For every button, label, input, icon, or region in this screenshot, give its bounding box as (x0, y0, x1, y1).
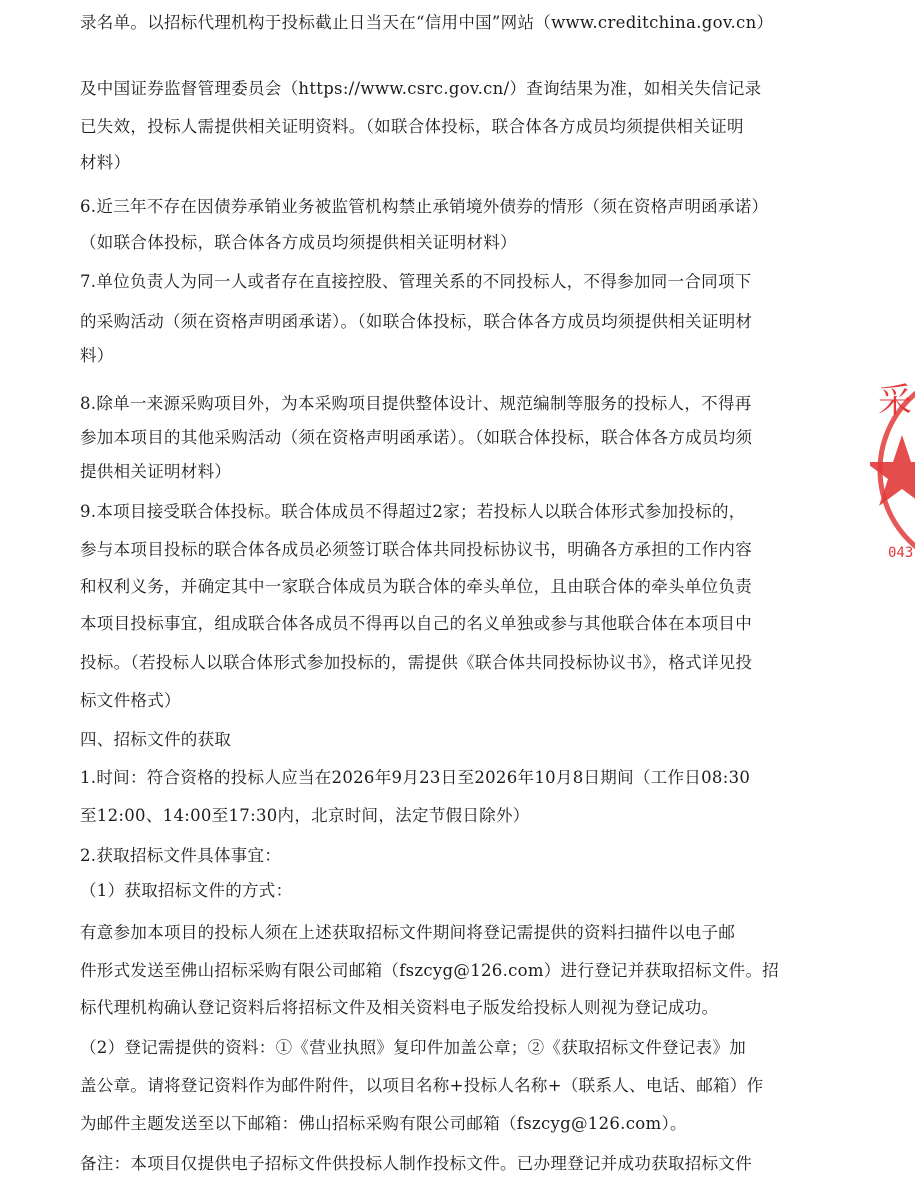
text-line: 的采购活动（须在资格声明函承诺）。（如联合体投标，联合体各方成员均须提供相关证明材 (80, 312, 753, 331)
text-line: （如联合体投标，联合体各方成员均须提供相关证明材料） (80, 233, 517, 252)
text-line: 备注：本项目仅提供电子招标文件供投标人制作投标文件。已办理登记并成功获取招标文件 (80, 1154, 752, 1173)
text-line: （1）获取招标文件的方式： (80, 881, 293, 900)
text-line: 9.本项目接受联合体投标。联合体成员不得超过2家；若投标人以联合体形式参加投标的， (80, 502, 746, 521)
text-line: 材料） (80, 153, 131, 172)
text-line: 及中国证券监督管理委员会（https://www.csrc.gov.cn/）查询结果为准，如相关失信记录 (80, 79, 762, 98)
text-line: 件形式发送至佛山招标采购有限公司邮箱（fszcyg@126.com）进行登记并获取招标文件。招 (80, 961, 780, 980)
text-line: 已失效，投标人需提供相关证明资料。（如联合体投标，联合体各方成员均须提供相关证明 (80, 117, 744, 136)
text-line: 为邮件主题发送至以下邮箱：佛山招标采购有限公司邮箱（fszcyg@126.com）。 (80, 1114, 687, 1133)
section-heading: 四、招标文件的获取 (80, 730, 232, 749)
text-line: （2）登记需提供的资料：①《营业执照》复印件加盖公章；②《获取招标文件登记表》加 (80, 1038, 746, 1057)
text-line: 和权利义务，并确定其中一家联合体成员为联合体的牵头单位，且由联合体的牵头单位负责 (80, 577, 752, 596)
text-line: 1.时间：符合资格的投标人应当在2026年9月23日至2026年10月8日期间（工作日08:30 (80, 768, 751, 787)
text-line: 参加本项目的其他采购活动（须在资格声明函承诺）。（如联合体投标，联合体各方成员均须 (80, 428, 753, 447)
text-line: 2.获取招标文件具体事宜： (80, 846, 282, 865)
text-line: 6.近三年不存在因债券承销业务被监管机构禁止承销境外债券的情形（须在资格声明函承诺） (80, 197, 769, 216)
text-line: 7.单位负责人为同一人或者存在直接控股、管理关系的不同投标人，不得参加同一合同项下 (80, 272, 752, 291)
seal-star-icon (870, 435, 915, 506)
text-line: 录名单。以招标代理机构于投标截止日当天在“信用中国”网站（www.creditchina.gov.cn） (80, 13, 774, 32)
text-line: 盖公章。请将登记资料作为邮件附件，以项目名称+投标人名称+（联系人、电话、邮箱）作 (80, 1076, 764, 1095)
official-seal-stamp (870, 360, 915, 580)
text-line: 投标。（若投标人以联合体形式参加投标的，需提供《联合体共同投标协议书》，格式详见投 (80, 653, 753, 672)
text-line: 本项目投标事宜，组成联合体各成员不得再以自己的名义单独或参与其他联合体在本项目中 (80, 614, 752, 633)
text-line: 提供相关证明材料） (80, 462, 232, 481)
seal-text-top: 采 (878, 381, 912, 421)
text-line: 8.除单一来源采购项目外，为本采购项目提供整体设计、规范编制等服务的投标人，不得再 (80, 394, 752, 413)
text-line: 至12:00、14:00至17:30内，北京时间，法定节假日除外） (80, 806, 530, 825)
text-line: 有意参加本项目的投标人须在上述获取招标文件期间将登记需提供的资料扫描件以电子邮 (80, 923, 736, 942)
text-line: 料） (80, 346, 114, 365)
text-line: 参与本项目投标的联合体各成员必须签订联合体共同投标协议书，明确各方承担的工作内容 (80, 540, 752, 559)
text-line: 标代理机构确认登记资料后将招标文件及相关资料电子版发给投标人则视为登记成功。 (80, 998, 719, 1017)
text-line: 标文件格式） (80, 691, 181, 710)
seal-text-bottom: 043 (888, 545, 914, 561)
